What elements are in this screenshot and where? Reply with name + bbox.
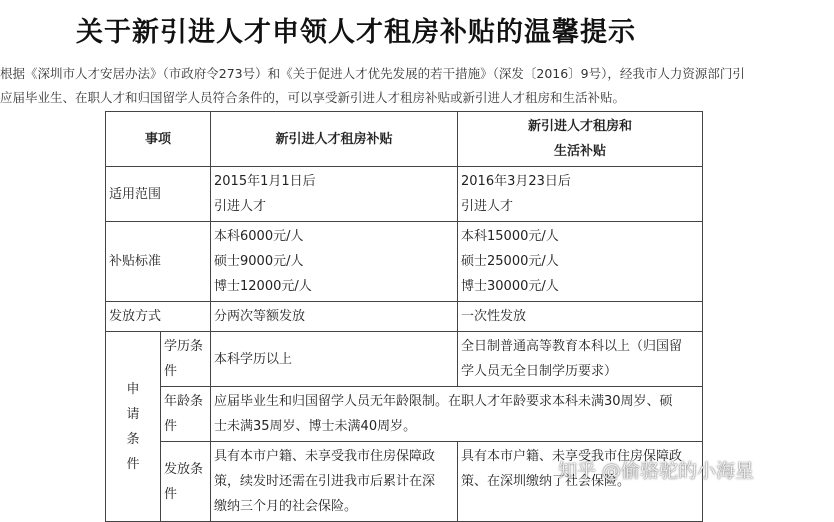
age-text-line2: 士未满35周岁、博士未满40周岁。 [214,419,417,434]
scope-col1 [211,167,458,222]
intro-paragraph [0,62,834,110]
scope-col1-line1: 2015年1月1日后 [214,174,316,189]
education-col2-line2: 学人员无全日制学历要求） [461,364,618,379]
standard-label: 补贴标准 [106,222,211,302]
payment-label: 发放方式 [106,302,211,332]
issue-label-line1: 发放条 [164,461,204,477]
intro-line-1: 根据《深圳市人才安居办法》（市政府令273号）和《关于促进人才优先发展的若干措施》（深发〔2016〕9号），经我市人力资源部门引 [0,66,745,81]
age-text [211,387,703,442]
payment-col2: 一次性发放 [458,302,703,332]
conditions-label-char1: 申 [126,381,140,397]
age-label [161,387,211,442]
table-row-age [106,387,703,442]
issue-col2-line1: 具有本市户籍、未享受我市住房保障政 [461,449,683,464]
standard-col2-bachelor: 本科15000元/人 [461,229,559,244]
table-row-payment [106,302,703,332]
conditions-label [106,332,161,522]
age-label-line2: 件 [164,419,178,434]
standard-col1-master: 硕士9000元/人 [214,254,304,269]
header-item: 事项 [106,112,211,167]
education-col2 [458,332,703,387]
education-col1: 本科学历以上 [211,332,458,387]
standard-col1-doctor: 博士12000元/人 [214,279,312,294]
standard-col2 [458,222,703,302]
standard-col1-bachelor: 本科6000元/人 [214,229,304,244]
standard-col1 [211,222,458,302]
table-header-row [106,112,703,167]
scope-col2-line2: 引进人才 [461,199,514,214]
issue-col2-line2: 策、在深圳缴纳了社会保险。 [461,474,631,489]
scope-col1-line2: 引进人才 [214,199,267,214]
table-row-standard [106,222,703,302]
table-row-education [106,332,703,387]
issue-col1-line1: 具有本市户籍、未享受我市住房保障政 [214,449,436,464]
age-label-line1: 年龄条 [164,394,204,409]
issue-label [161,442,211,522]
issue-col1-line2: 策，续发时还需在引进我市后累计在深 [214,474,436,489]
education-label-line1: 学历条 [164,339,204,354]
payment-col1: 分两次等额发放 [211,302,458,332]
education-col2-line1: 全日制普通高等教育本科以上（归国留 [461,339,683,354]
conditions-label-char3: 条 [126,431,140,447]
issue-col1-line3: 缴纳三个月的社会保险。 [214,499,358,514]
intro-line-2: 应届毕业生、在职人才和归国留学人员符合条件的，可以享受新引进人才租房补贴或新引进人才租房和生活补贴。 [0,90,626,105]
conditions-label-char2: 请 [126,406,140,422]
scope-label: 适用范围 [106,167,211,222]
conditions-label-char4: 件 [126,456,140,472]
header-col1: 新引进人才租房补贴 [211,112,458,167]
table-row-scope [106,167,703,222]
watermark-text: 知乎 @偷骆驼的小海星 [558,460,755,482]
header-col2 [458,112,703,167]
education-label [161,332,211,387]
page-title: 关于新引进人才申领人才租房补贴的温馨提示 [76,17,636,48]
header-col2-line1: 新引进人才租房和 [527,119,632,134]
scope-col2 [458,167,703,222]
scope-col2-line1: 2016年3月23日后 [461,174,571,189]
issue-col1 [211,442,458,522]
header-col2-line2: 生活补贴 [553,144,606,159]
standard-col2-master: 硕士25000元/人 [461,254,559,269]
standard-col2-doctor: 博士30000元/人 [461,279,559,294]
issue-label-line2: 件 [164,486,178,502]
education-label-line2: 件 [164,364,178,379]
age-text-line1: 应届毕业生和归国留学人员无年龄限制。在职人才年龄要求本科未满30周岁、硕 [214,394,673,409]
